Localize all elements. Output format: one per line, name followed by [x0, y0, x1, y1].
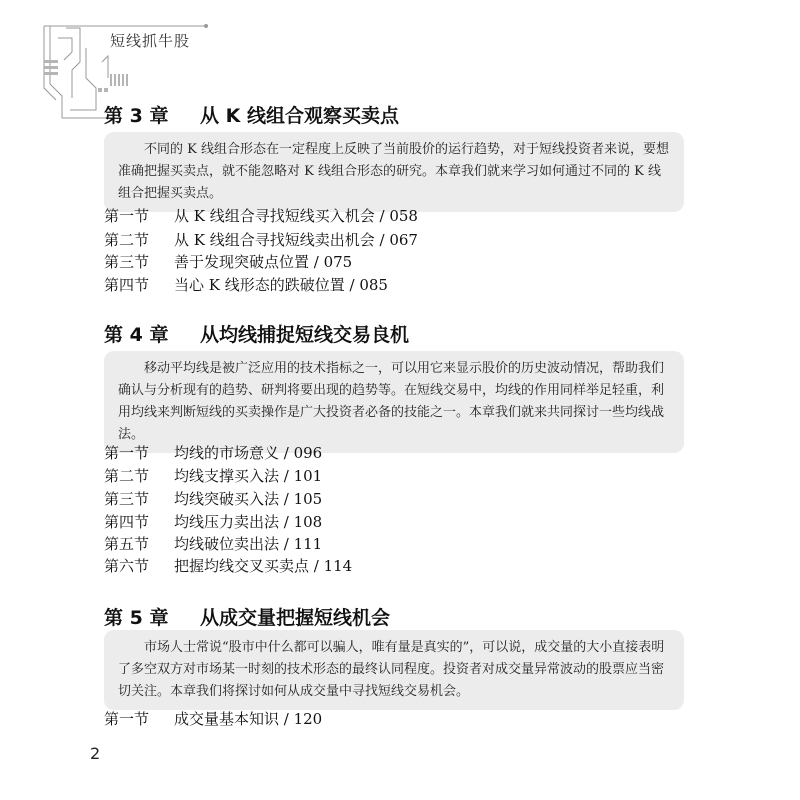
section-label: 第三节 — [104, 490, 150, 508]
section-title: 从 K 线组合寻找短线买入机会 / 058 — [174, 207, 418, 225]
section-title: 均线压力卖出法 / 108 — [174, 513, 323, 531]
section-title: 成交量基本知识 / 120 — [174, 710, 323, 728]
toc-entry[interactable] — [104, 205, 418, 226]
toc-entry[interactable] — [104, 251, 352, 272]
chapter-title: 从成交量把握短线机会 — [200, 607, 391, 629]
toc-entry[interactable] — [104, 511, 322, 532]
section-label: 第二节 — [104, 467, 150, 485]
toc-entry[interactable] — [104, 533, 322, 554]
section-label: 第五节 — [104, 535, 150, 553]
toc-entry[interactable] — [104, 465, 322, 486]
toc-entry[interactable] — [104, 229, 418, 250]
section-label: 第二节 — [104, 231, 150, 249]
chapter-3-summary: 不同的 K 线组合形态在一定程度上反映了当前股价的运行趋势，对于短线投资者来说，要想准确把握买卖点，就不能忽略对 K 线组合形态的研究。本章我们就来学习如何通过不同的 K 线组合把握买卖点。 — [104, 132, 684, 212]
chapter-number: 第 3 章 — [104, 105, 169, 127]
section-label: 第六节 — [104, 557, 150, 575]
page-number: 2 — [90, 744, 101, 763]
chapter-3-heading — [104, 101, 399, 128]
section-title: 均线支撑买入法 / 101 — [174, 467, 323, 485]
toc-entry[interactable] — [104, 708, 322, 729]
section-title: 从 K 线组合寻找短线卖出机会 / 067 — [174, 231, 418, 249]
chapter-number: 第 5 章 — [104, 607, 169, 629]
section-title: 均线破位卖出法 / 111 — [174, 535, 323, 553]
section-label: 第一节 — [104, 444, 150, 462]
section-title: 善于发现突破点位置 / 075 — [174, 253, 353, 271]
section-label: 第三节 — [104, 253, 150, 271]
chapter-number: 第 4 章 — [104, 324, 169, 346]
chapter-5-heading — [104, 603, 390, 630]
toc-entry[interactable] — [104, 442, 322, 463]
section-label: 第四节 — [104, 513, 150, 531]
toc-entry[interactable] — [104, 488, 322, 509]
section-title: 当心 K 线形态的跌破位置 / 085 — [174, 276, 388, 294]
section-label: 第四节 — [104, 276, 150, 294]
section-title: 把握均线交叉买卖点 / 114 — [174, 557, 353, 575]
running-header-title: 短线抓牛股 — [110, 32, 191, 50]
toc-entry[interactable] — [104, 274, 388, 295]
chapter-4-heading — [104, 320, 409, 347]
section-label: 第一节 — [104, 207, 150, 225]
chapter-title: 从 K 线组合观察买卖点 — [200, 105, 399, 127]
section-label: 第一节 — [104, 710, 150, 728]
chapter-5-summary: 市场人士常说“股市中什么都可以骗人，唯有量是真实的”，可以说，成交量的大小直接表明了多空双方对市场某一时刻的技术形态的最终认同程度。投资者对成交量异常波动的股票应当密切关注。本章我们将探讨如何从成交量中寻找短线交易机会。 — [104, 630, 684, 710]
chapter-4-summary: 移动平均线是被广泛应用的技术指标之一，可以用它来显示股价的历史波动情况，帮助我们确认与分析现有的趋势、研判将要出现的趋势等。在短线交易中，均线的作用同样举足轻重，利用均线来判断短线的买卖操作是广大投资者必备的技能之一。本章我们就来共同探讨一些均线战法。 — [104, 351, 684, 453]
section-title: 均线的市场意义 / 096 — [174, 444, 323, 462]
toc-entry[interactable] — [104, 555, 352, 576]
section-title: 均线突破买入法 / 105 — [174, 490, 323, 508]
chapter-title: 从均线捕捉短线交易良机 — [200, 324, 410, 346]
